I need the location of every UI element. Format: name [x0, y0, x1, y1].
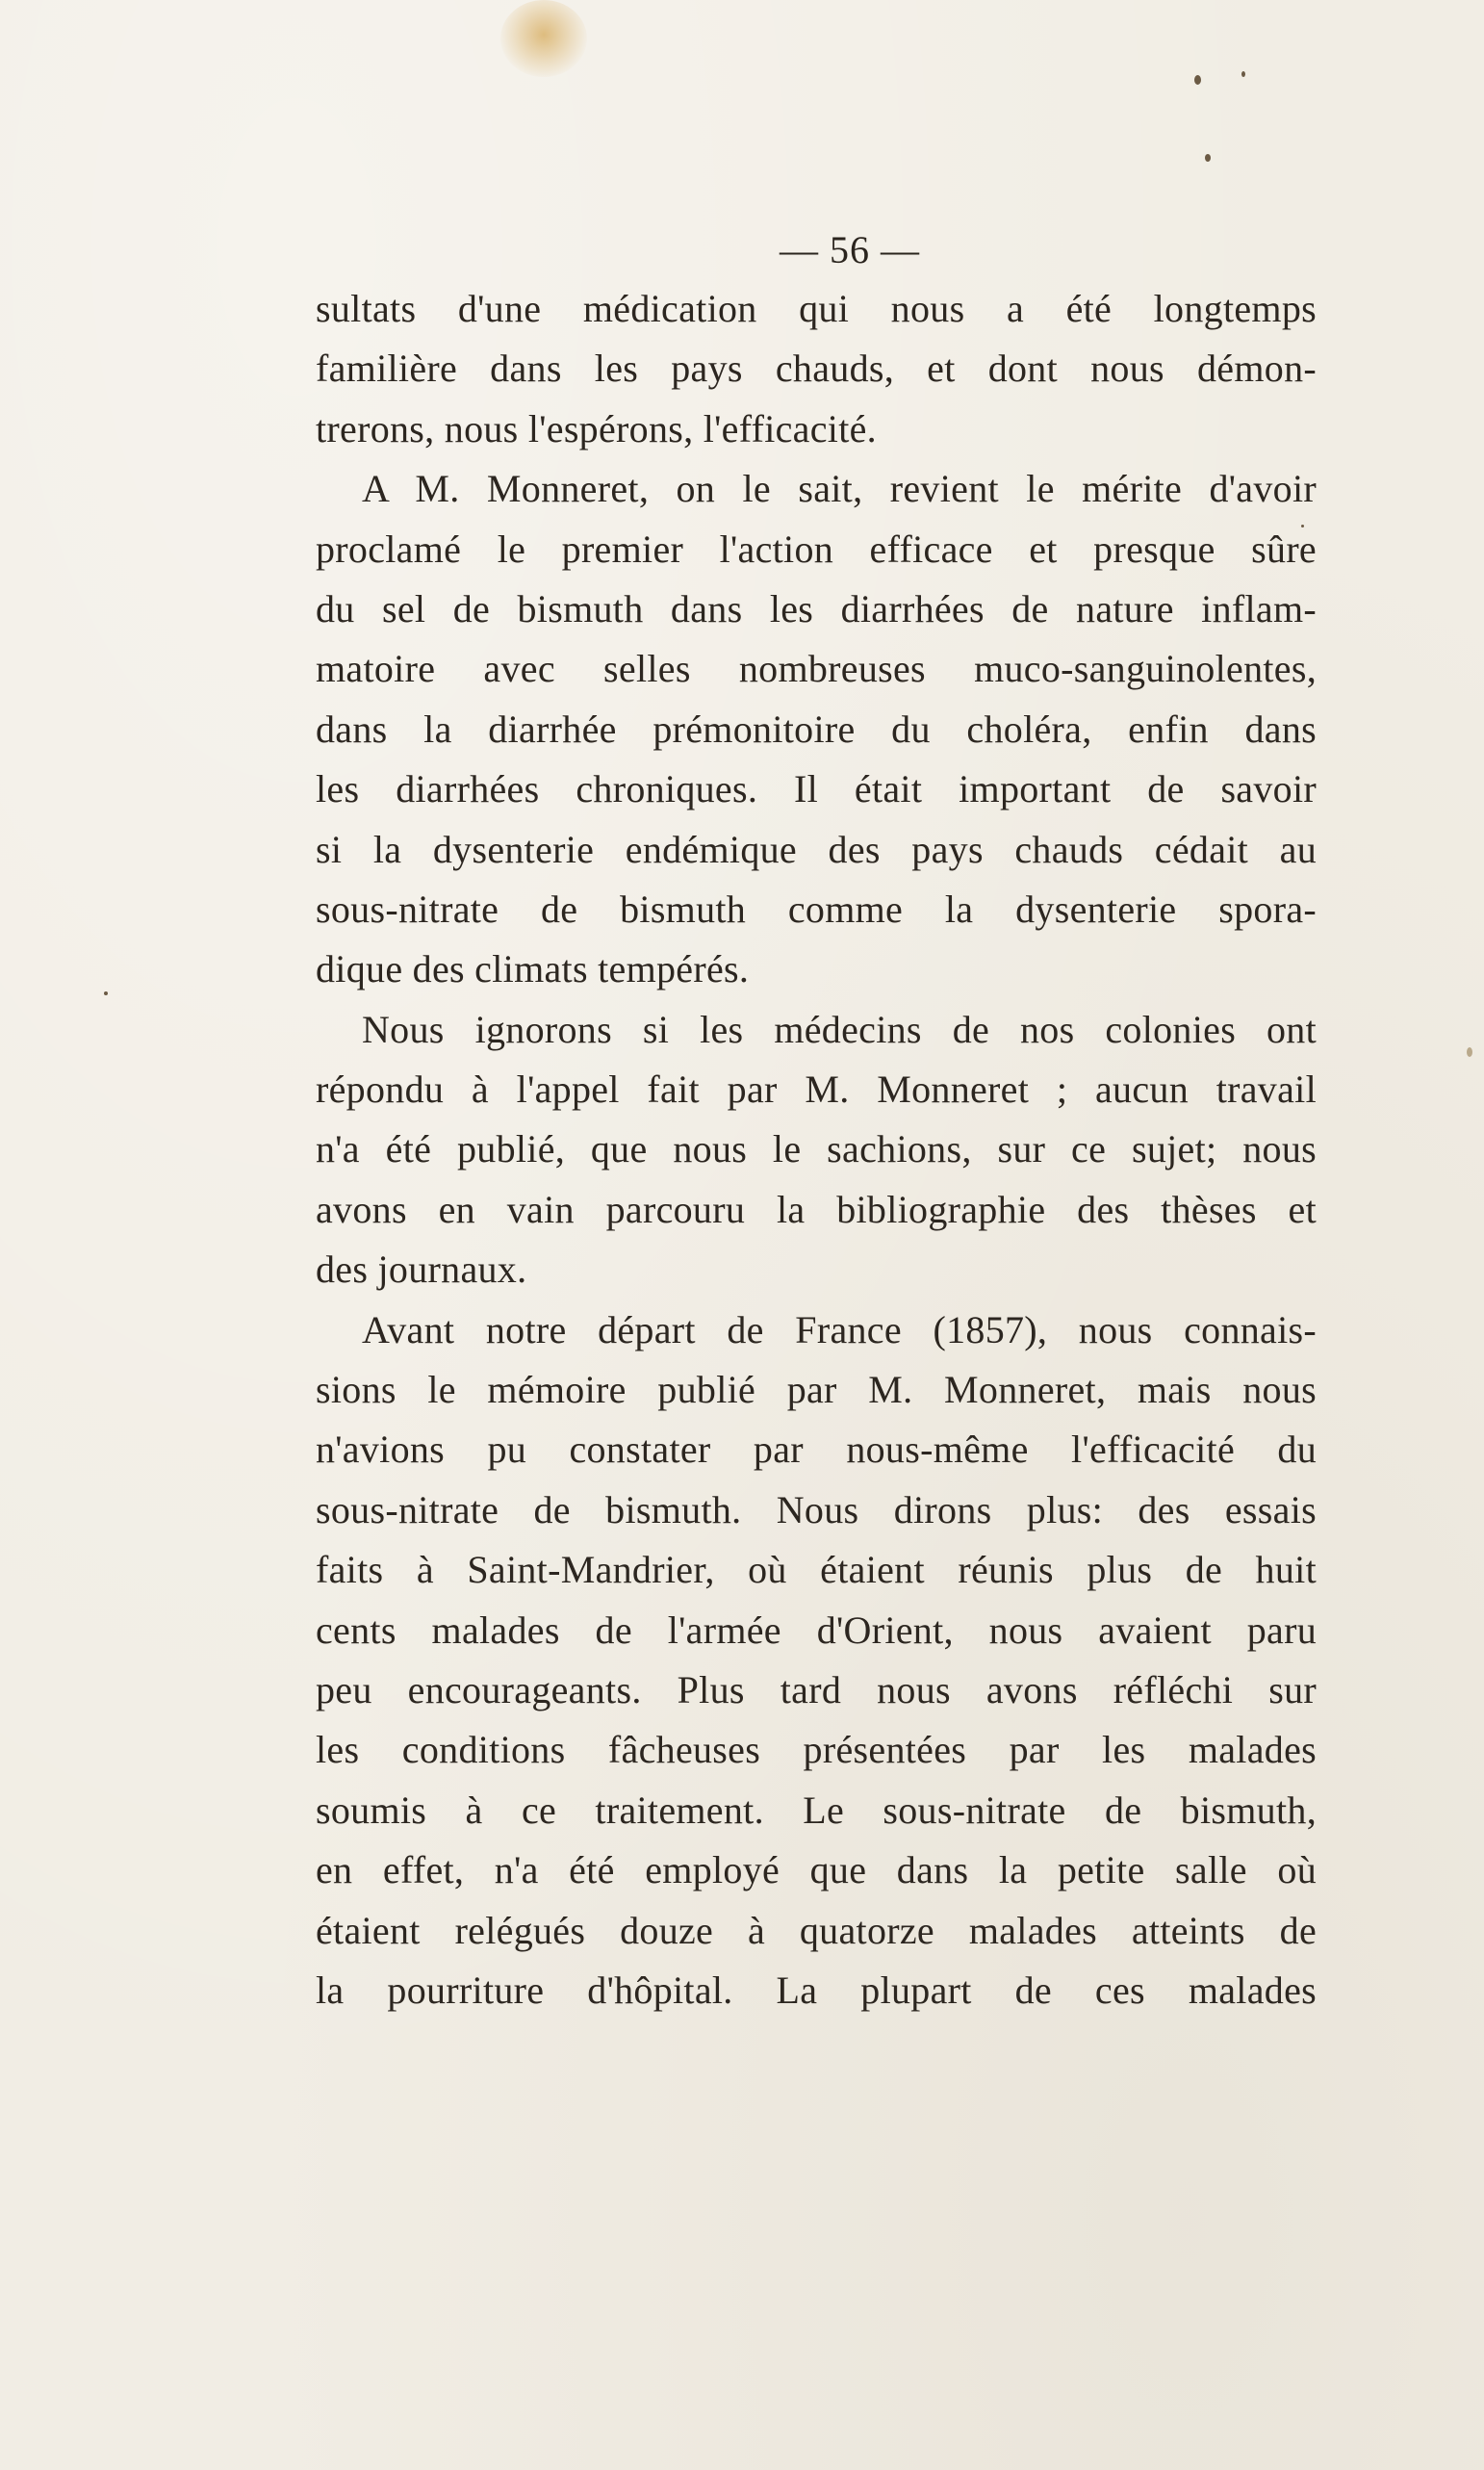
page-body — [316, 279, 1317, 2020]
text-line: avons en vain parcouru la bibliographie des thèses et — [316, 1187, 1317, 1231]
text-line: du sel de bismuth dans les diarrhées de nature inflam- — [316, 586, 1317, 630]
paper-speck — [1194, 75, 1201, 85]
paper-speck — [1205, 154, 1211, 162]
text-line: en effet, n'a été employé que dans la petite salle où — [316, 1848, 1317, 1892]
paper-speck — [1467, 1047, 1472, 1057]
text-line: n'avions pu constater par nous-même l'efficacité du — [316, 1428, 1317, 1472]
text-line: les conditions fâcheuses présentées par les malades — [316, 1728, 1317, 1772]
text-line: sions le mémoire publié par M. Monneret, mais nous — [316, 1368, 1317, 1412]
text-line: les diarrhées chroniques. Il était important de savoir — [316, 767, 1317, 811]
text-line: dique des climats tempérés. — [316, 947, 750, 991]
text-line: la pourriture d'hôpital. La plupart de ces malades — [316, 1968, 1317, 2012]
text-line: cents malades de l'armée d'Orient, nous avaient paru — [316, 1608, 1317, 1652]
paper-speck — [104, 991, 108, 995]
text-line: trerons, nous l'espérons, l'efficacité. — [316, 406, 877, 450]
text-line: Nous ignorons si les médecins de nos colonies ont — [362, 1007, 1317, 1051]
text-line: des journaux. — [316, 1248, 527, 1292]
text-line: soumis à ce traitement. Le sous-nitrate de bismuth, — [316, 1788, 1317, 1832]
text-line: familière dans les pays chauds, et dont nous démon- — [316, 347, 1317, 391]
text-line: proclamé le premier l'action efficace et presque sûre — [316, 527, 1317, 571]
text-line: Avant notre départ de France (1857), nous connais- — [362, 1307, 1317, 1351]
text-line: faits à Saint-Mandrier, où étaient réunis plus de huit — [316, 1548, 1317, 1592]
text-line: répondu à l'appel fait par M. Monneret ; aucun travail — [316, 1068, 1317, 1112]
book-page — [316, 223, 1317, 2020]
text-line: sous-nitrate de bismuth. Nous dirons plus: des essais — [316, 1487, 1317, 1531]
text-line: dans la diarrhée prémonitoire du choléra, enfin dans — [316, 707, 1317, 751]
paper-speck — [1241, 71, 1245, 77]
text-line: si la dysenterie endémique des pays chauds cédait au — [316, 827, 1317, 871]
text-line: n'a été publié, que nous le sachions, sur ce sujet; nous — [316, 1127, 1317, 1171]
text-line: sultats d'une médication qui nous a été longtemps — [316, 287, 1317, 330]
text-line: étaient relégués douze à quatorze malades atteints de — [316, 1908, 1317, 1952]
text-line: matoire avec selles nombreuses muco-sanguinolentes, — [316, 647, 1317, 691]
text-line: sous-nitrate de bismuth comme la dysenterie spora- — [316, 887, 1317, 931]
text-line: peu encourageants. Plus tard nous avons réfléchi sur — [316, 1667, 1317, 1711]
paper-stain — [500, 0, 587, 77]
page-number: — 56 — — [780, 228, 920, 271]
text-line: A M. Monneret, on le sait, revient le mérite d'avoir — [362, 467, 1317, 511]
